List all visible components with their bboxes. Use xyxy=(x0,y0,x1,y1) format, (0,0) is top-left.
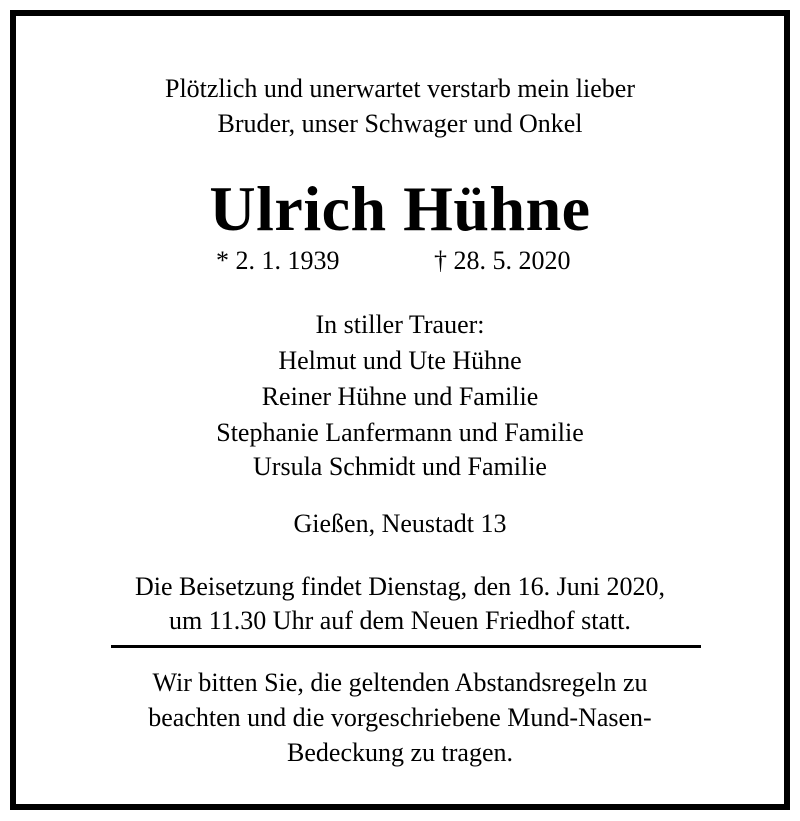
funeral-line-1: Die Beisetzung findet Dienstag, den 16. Juni 2020, xyxy=(134,572,666,601)
address: Gießen, Neustadt 13 xyxy=(293,509,507,538)
request-line-1: Wir bitten Sie, die geltenden Abstandsregeln zu xyxy=(152,668,648,697)
request-line-3: Bedeckung zu tragen. xyxy=(287,738,513,767)
mourner-line: Ursula Schmidt und Familie xyxy=(253,452,547,481)
obituary-frame xyxy=(10,10,790,810)
birth-date: * 2. 1. 1939 xyxy=(216,246,340,275)
intro-line-2: Bruder, unser Schwager und Onkel xyxy=(217,109,583,138)
deceased-name: Ulrich Hühne xyxy=(209,173,591,244)
death-date: † 28. 5. 2020 xyxy=(434,246,571,275)
request-line-2: beachten und die vorgeschriebene Mund-Nasen- xyxy=(148,703,652,732)
divider xyxy=(111,645,701,648)
funeral-line-2: um 11.30 Uhr auf dem Neuen Friedhof statt. xyxy=(169,606,631,635)
life-dates xyxy=(16,246,784,276)
mourner-line: Stephanie Lanfermann und Familie xyxy=(216,418,584,447)
intro-line-1: Plötzlich und unerwartet verstarb mein lieber xyxy=(164,74,635,103)
mourner-line: Helmut und Ute Hühne xyxy=(278,346,522,375)
mourners-heading: In stiller Trauer: xyxy=(315,310,485,339)
mourner-line: Reiner Hühne und Familie xyxy=(261,382,539,411)
